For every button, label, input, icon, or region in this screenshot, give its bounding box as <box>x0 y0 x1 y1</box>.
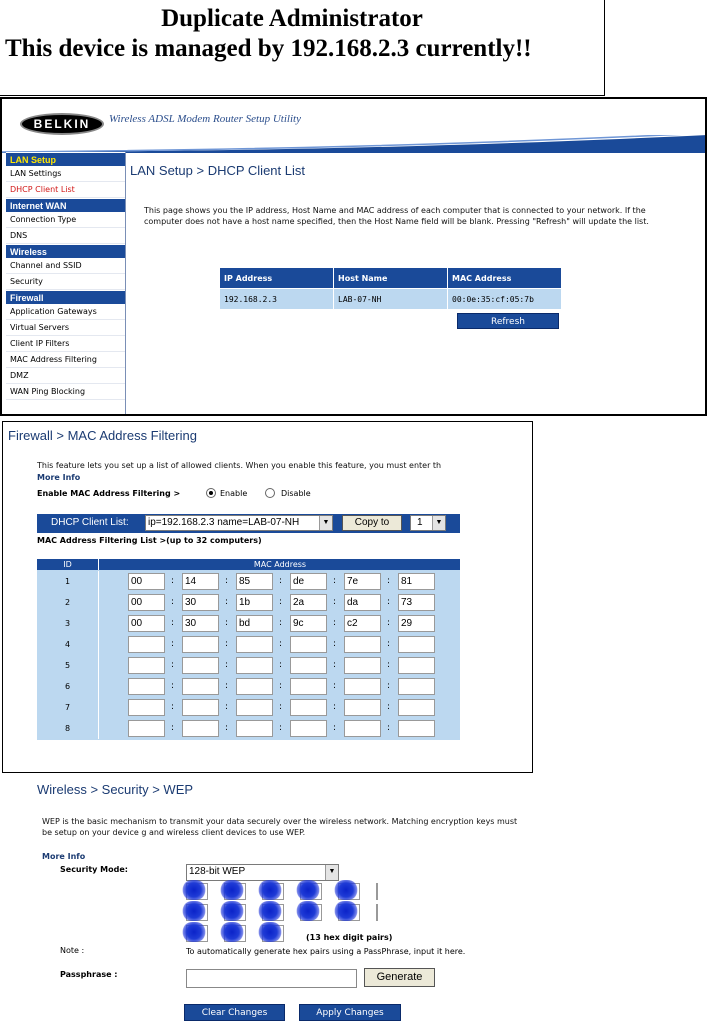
mac-octet-input[interactable] <box>182 699 219 716</box>
row-id: 1 <box>37 571 99 592</box>
redaction-scribble <box>220 901 244 921</box>
more-info-link[interactable]: More Info <box>37 473 81 482</box>
sidebar-item-connection-type[interactable]: Connection Type <box>6 212 125 228</box>
header-swoosh <box>2 135 707 153</box>
sidebar-header-lan: LAN Setup <box>6 152 125 166</box>
passphrase-label: Passphrase : <box>60 970 118 979</box>
sidebar-nav <box>6 152 126 414</box>
redaction-scribble <box>220 880 244 900</box>
mac-octet-input[interactable] <box>128 678 165 695</box>
copy-to-index-value: 1 <box>417 517 423 528</box>
mac-octet-input[interactable] <box>344 720 381 737</box>
redaction-scribble <box>182 922 206 942</box>
duplicate-admin-banner <box>0 0 605 96</box>
cell-host: LAB-07-NH <box>334 289 447 309</box>
redaction-scribble <box>258 922 282 942</box>
octet-separator: : <box>225 576 229 586</box>
octet-separator: : <box>333 639 337 649</box>
octet-separator: : <box>333 618 337 628</box>
chevron-down-icon: ▼ <box>319 516 332 530</box>
chevron-down-icon: ▼ <box>432 516 445 530</box>
table-row <box>37 634 460 655</box>
disable-radio-label: Disable <box>281 489 311 498</box>
mac-octet-input[interactable] <box>290 720 327 737</box>
mac-octet-input[interactable]: 81 <box>398 573 435 590</box>
mac-octet-input[interactable] <box>236 699 273 716</box>
dhcp-client-select-value: ip=192.168.2.3 name=LAB-07-NH <box>148 517 300 528</box>
note-label: Note : <box>60 946 85 955</box>
mac-octet-input[interactable]: 00 <box>128 594 165 611</box>
column-header-mac-address: MAC Address <box>253 560 307 569</box>
mac-octet-input[interactable]: 14 <box>182 573 219 590</box>
redaction-scribble <box>182 901 206 921</box>
mac-octet-input[interactable]: 73 <box>398 594 435 611</box>
mac-octet-input[interactable] <box>128 699 165 716</box>
mac-octet-input[interactable] <box>290 678 327 695</box>
table-row <box>37 571 460 592</box>
copy-to-index-select[interactable] <box>410 515 446 531</box>
row-id: 4 <box>37 634 99 655</box>
mac-octet-input[interactable] <box>398 657 435 674</box>
redaction-scribble <box>296 880 320 900</box>
column-header-id: ID <box>37 559 99 570</box>
mac-octet-input[interactable] <box>398 720 435 737</box>
octet-separator: : <box>225 660 229 670</box>
octet-separator: : <box>333 660 337 670</box>
mac-octet-input[interactable] <box>344 657 381 674</box>
mac-octet-input[interactable] <box>344 678 381 695</box>
mac-octet-input[interactable] <box>236 678 273 695</box>
mac-octet-input[interactable]: 1b <box>236 594 273 611</box>
mac-octet-input[interactable]: da <box>344 594 381 611</box>
sidebar-item-mac-filtering[interactable]: MAC Address Filtering <box>6 352 125 368</box>
mac-octet-input[interactable] <box>128 720 165 737</box>
octet-separator: : <box>171 702 175 712</box>
mac-octet-input[interactable] <box>398 678 435 695</box>
octet-separator: : <box>387 639 391 649</box>
mac-octet-input[interactable]: 30 <box>182 594 219 611</box>
copy-to-button[interactable]: Copy to <box>342 515 402 531</box>
wep-key-input-edge <box>376 883 378 900</box>
row-id: 6 <box>37 676 99 697</box>
page-description: This page shows you the IP address, Host Name and MAC address of each computer that is connected to your network. If the computer does not have a host name specified, then the Host Name field will be blank. Pressing "Refresh" will update the list. <box>144 206 649 226</box>
mac-octet-input[interactable]: 00 <box>128 615 165 632</box>
octet-separator: : <box>333 681 337 691</box>
octet-separator: : <box>171 597 175 607</box>
mac-octet-input[interactable] <box>398 636 435 653</box>
note-text: To automatically generate hex pairs using a PassPhrase, input it here. <box>186 947 466 956</box>
row-id: 7 <box>37 697 99 718</box>
sidebar-item-virtual-servers[interactable]: Virtual Servers <box>6 320 125 336</box>
sidebar-item-channel-ssid[interactable]: Channel and SSID <box>6 258 125 274</box>
mac-octet-input[interactable]: 2a <box>290 594 327 611</box>
octet-separator: : <box>333 702 337 712</box>
mac-octet-input[interactable] <box>182 678 219 695</box>
banner-line-1: Duplicate Administrator <box>161 5 423 32</box>
wep-title: Wireless > Security > WEP <box>37 782 194 797</box>
cell-mac: 00:0e:35:cf:05:7b <box>448 289 561 309</box>
octet-separator: : <box>171 639 175 649</box>
mac-octet-input[interactable]: 9c <box>290 615 327 632</box>
octet-separator: : <box>225 702 229 712</box>
octet-separator: : <box>387 597 391 607</box>
dhcp-client-list-label: DHCP Client List: <box>51 517 129 528</box>
table-row <box>37 592 460 613</box>
wep-more-info-link[interactable]: More Info <box>42 852 86 861</box>
octet-separator: : <box>279 597 283 607</box>
octet-separator: : <box>279 723 283 733</box>
table-row <box>37 655 460 676</box>
mac-octet-input[interactable]: 7e <box>344 573 381 590</box>
mac-octet-input[interactable] <box>128 657 165 674</box>
octet-separator: : <box>387 681 391 691</box>
mac-octet-input[interactable] <box>344 699 381 716</box>
sidebar-item-client-ip-filters[interactable]: Client IP Filters <box>6 336 125 352</box>
mac-octet-input[interactable]: 29 <box>398 615 435 632</box>
octet-separator: : <box>171 723 175 733</box>
octet-separator: : <box>225 597 229 607</box>
cell-ip: 192.168.2.3 <box>220 289 333 309</box>
refresh-button[interactable]: Refresh <box>457 313 559 329</box>
mac-list-label: MAC Address Filtering List >(up to 32 computers) <box>37 536 262 545</box>
octet-separator: : <box>387 660 391 670</box>
octet-separator: : <box>279 702 283 712</box>
mac-octet-input[interactable] <box>398 699 435 716</box>
enable-filtering-label: Enable MAC Address Filtering > <box>37 489 181 498</box>
sidebar-item-app-gateways[interactable]: Application Gateways <box>6 304 125 320</box>
app-title: Wireless ADSL Modem Router Setup Utility <box>109 113 301 125</box>
octet-separator: : <box>225 618 229 628</box>
mac-filtering-panel <box>2 421 533 773</box>
octet-separator: : <box>333 723 337 733</box>
sidebar-header-wan: Internet WAN <box>6 198 125 212</box>
mac-octet-input[interactable] <box>182 636 219 653</box>
mac-address-table <box>37 559 460 740</box>
security-mode-label: Security Mode: <box>60 865 128 874</box>
mac-octet-input[interactable] <box>344 636 381 653</box>
dhcp-client-select[interactable] <box>145 515 333 531</box>
mac-octet-input[interactable] <box>236 720 273 737</box>
disable-radio[interactable] <box>265 488 275 498</box>
row-id: 2 <box>37 592 99 613</box>
mac-filter-title: Firewall > MAC Address Filtering <box>8 428 197 443</box>
octet-separator: : <box>387 618 391 628</box>
mac-octet-input[interactable]: c2 <box>344 615 381 632</box>
mac-octet-input[interactable]: bd <box>236 615 273 632</box>
octet-separator: : <box>171 681 175 691</box>
sidebar-item-dmz[interactable]: DMZ <box>6 368 125 384</box>
mac-octet-input[interactable] <box>290 636 327 653</box>
octet-separator: : <box>279 660 283 670</box>
sidebar-item-lan-settings[interactable]: LAN Settings <box>6 166 125 182</box>
enable-radio[interactable] <box>206 488 216 498</box>
table-row <box>220 289 561 309</box>
octet-separator: : <box>333 597 337 607</box>
octet-separator: : <box>225 723 229 733</box>
mac-octet-input[interactable]: de <box>290 573 327 590</box>
octet-separator: : <box>387 576 391 586</box>
octet-separator: : <box>279 576 283 586</box>
octet-separator: : <box>279 681 283 691</box>
octet-separator: : <box>279 639 283 649</box>
dhcp-client-bar <box>37 514 460 533</box>
table-row <box>37 697 460 718</box>
clear-changes-button[interactable]: Clear Changes <box>184 1004 285 1021</box>
table-row <box>37 613 460 634</box>
octet-separator: : <box>387 702 391 712</box>
octet-separator: : <box>279 618 283 628</box>
dhcp-client-table <box>219 267 562 310</box>
sidebar-header-firewall: Firewall <box>6 290 125 304</box>
redaction-scribble <box>182 880 206 900</box>
mac-octet-input[interactable]: 30 <box>182 615 219 632</box>
table-row <box>37 676 460 697</box>
table-row <box>37 718 460 739</box>
octet-separator: : <box>171 576 175 586</box>
belkin-logo: BELKIN <box>20 113 104 135</box>
mac-octet-input[interactable] <box>236 636 273 653</box>
security-mode-select[interactable] <box>186 864 339 881</box>
enable-radio-label: Enable <box>220 489 248 498</box>
sidebar-item-dns[interactable]: DNS <box>6 228 125 244</box>
mac-octet-input[interactable]: 85 <box>236 573 273 590</box>
mac-octet-input[interactable] <box>128 636 165 653</box>
redaction-scribble <box>296 901 320 921</box>
row-id: 5 <box>37 655 99 676</box>
sidebar-item-security[interactable]: Security <box>6 274 125 290</box>
row-id: 3 <box>37 613 99 634</box>
mac-octet-input[interactable] <box>182 657 219 674</box>
apply-changes-button[interactable]: Apply Changes <box>299 1004 401 1021</box>
redaction-scribble <box>334 901 358 921</box>
column-header-ip: IP Address <box>220 268 333 288</box>
mac-octet-input[interactable] <box>290 699 327 716</box>
octet-separator: : <box>387 723 391 733</box>
octet-separator: : <box>225 639 229 649</box>
octet-separator: : <box>333 576 337 586</box>
chevron-down-icon: ▼ <box>325 865 338 880</box>
sidebar-item-dhcp-client-list[interactable]: DHCP Client List <box>6 182 125 198</box>
wep-description: WEP is the basic mechanism to transmit your data securely over the wireless network. Matching encryption keys must be setup on your device g and wireless client devices to use WEP. <box>42 817 518 837</box>
octet-separator: : <box>225 681 229 691</box>
dhcp-client-list-panel <box>0 97 707 416</box>
column-header-mac: MAC Address <box>448 268 561 288</box>
mac-octet-input[interactable] <box>182 720 219 737</box>
passphrase-input[interactable] <box>186 969 357 988</box>
column-header-host: Host Name <box>334 268 447 288</box>
redaction-scribble <box>258 901 282 921</box>
page-title: LAN Setup > DHCP Client List <box>130 163 305 178</box>
mac-table-header <box>37 559 460 570</box>
redaction-scribble <box>258 880 282 900</box>
octet-separator: : <box>171 618 175 628</box>
redaction-scribble <box>334 880 358 900</box>
wep-key-input-edge <box>376 904 378 921</box>
security-mode-value: 128-bit WEP <box>189 866 246 877</box>
generate-button[interactable]: Generate <box>364 968 435 987</box>
mac-octet-input[interactable] <box>290 657 327 674</box>
row-id: 8 <box>37 718 99 739</box>
redaction-scribble <box>220 922 244 942</box>
banner-line-2: This device is managed by 192.168.2.3 currently!! <box>5 35 532 62</box>
sidebar-item-wan-ping[interactable]: WAN Ping Blocking <box>6 384 125 400</box>
octet-separator: : <box>171 660 175 670</box>
mac-octet-input[interactable] <box>236 657 273 674</box>
sidebar-header-wireless: Wireless <box>6 244 125 258</box>
hex-pairs-note: (13 hex digit pairs) <box>306 933 393 942</box>
mac-octet-input[interactable]: 00 <box>128 573 165 590</box>
mac-filter-description: This feature lets you set up a list of allowed clients. When you enable this feature, you must enter th <box>37 461 442 470</box>
